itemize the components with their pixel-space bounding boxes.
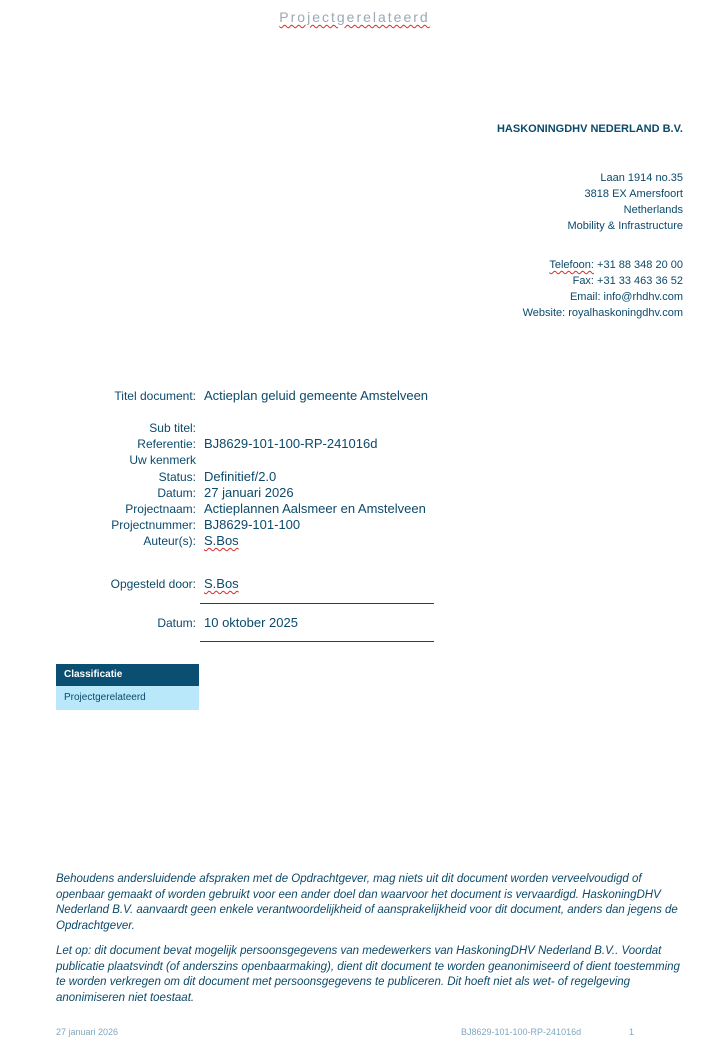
phone-number: +31 88 348 20 00 xyxy=(597,259,683,271)
project-name-label: Projectnaam: xyxy=(125,502,196,516)
meta-status xyxy=(0,469,709,485)
address-line: Laan 1914 no.35 xyxy=(600,172,683,184)
project-name: Actieplannen Aalsmeer en Amstelveen xyxy=(204,501,426,516)
reference-label: Referentie: xyxy=(137,437,196,451)
classification-value: Projectgerelateerd xyxy=(56,686,199,710)
project-number: BJ8629-101-100 xyxy=(204,517,301,532)
footer-date: 27 januari 2026 xyxy=(56,1027,119,1037)
footer-reference: BJ8629-101-100-RP-241016d xyxy=(461,1027,582,1037)
header-classification-text: Projectgerelateerd xyxy=(279,9,430,25)
address-line: 3818 EX Amersfoort xyxy=(584,188,683,200)
footer-page-number: 1 xyxy=(629,1027,635,1037)
meta-title xyxy=(0,388,709,404)
signoff-date-label: Datum: xyxy=(157,616,196,630)
date-label: Datum: xyxy=(157,486,196,500)
phone-line xyxy=(523,257,683,273)
email-line: Email: info@rhdhv.com xyxy=(569,291,683,303)
classification-header: Classificatie xyxy=(56,664,199,686)
date-line xyxy=(200,641,434,642)
author-label: Auteur(s): xyxy=(143,534,196,548)
fax-line: Fax: +31 33 463 36 52 xyxy=(572,275,683,287)
signoff-date-value: 10 oktober 2025 xyxy=(204,615,298,630)
document-reference: BJ8629-101-100-RP-241016d xyxy=(204,436,378,451)
company-name: HASKONINGDHV NEDERLAND B.V. xyxy=(496,123,683,135)
disclaimer-paragraph-1: Behoudens andersluidende afspraken met de Opdrachtgever, mag niets uit dit document worden verveelvoudigd of openbaar gemaakt of worden gebruikt voor een ander doel dan waarvoor het document is vervaardigd. HaskoningDHV Nederland B.V. aanvaardt geen enkele verantwoordelijkheid of aansprakelijkheid voor dit document, anders dan jegens de Opdrachtgever. xyxy=(56,873,678,932)
website-line: Website: royalhaskoningdhv.com xyxy=(522,307,683,319)
disclaimer-paragraph-2: Let op: dit document bevat mogelijk persoonsgegevens van medewerkers van HaskoningDHV Nederland B.V.. Voordat publicatie plaatsvindt (of anderszins openbaarmaking), dient dit document te worden geanonimiseerd of dient toestemming te worden verkregen om dit document met persoonsgegevens te publiceren. Dit hoeft niet als wet- of regelgeving anonimiseren niet toestaat. xyxy=(56,945,680,1004)
document-title: Actieplan geluid gemeente Amstelveen xyxy=(204,388,429,403)
status-label: Status: xyxy=(158,470,196,484)
address-line: Netherlands xyxy=(623,204,683,216)
signoff-date xyxy=(0,615,709,631)
prepared-by: S.Bos xyxy=(204,576,239,591)
your-ref-label: Uw kenmerk xyxy=(129,453,196,467)
company-contact xyxy=(523,257,683,321)
project-number-label: Projectnummer: xyxy=(111,518,196,532)
subtitle-label: Sub titel: xyxy=(149,421,196,435)
meta-project-number xyxy=(0,517,709,533)
document-date: 27 januari 2026 xyxy=(204,485,294,500)
signature-line xyxy=(200,603,434,604)
meta-date xyxy=(0,485,709,501)
prepared-label: Opgesteld door: xyxy=(110,577,196,591)
signoff-prepared xyxy=(0,576,709,592)
phone-label: Telefoon: xyxy=(549,259,594,271)
document-status: Definitief/2.0 xyxy=(204,469,277,484)
company-address xyxy=(567,170,683,234)
meta-subtitle xyxy=(0,420,709,436)
author-name: S.Bos xyxy=(204,533,239,548)
classification-box xyxy=(56,664,199,710)
title-label: Titel document: xyxy=(114,389,196,403)
meta-reference xyxy=(0,436,709,452)
meta-author xyxy=(0,533,709,549)
meta-your-ref xyxy=(0,452,709,468)
address-line: Mobility & Infrastructure xyxy=(567,220,683,232)
header-classification xyxy=(0,9,709,25)
meta-project-name xyxy=(0,501,709,517)
